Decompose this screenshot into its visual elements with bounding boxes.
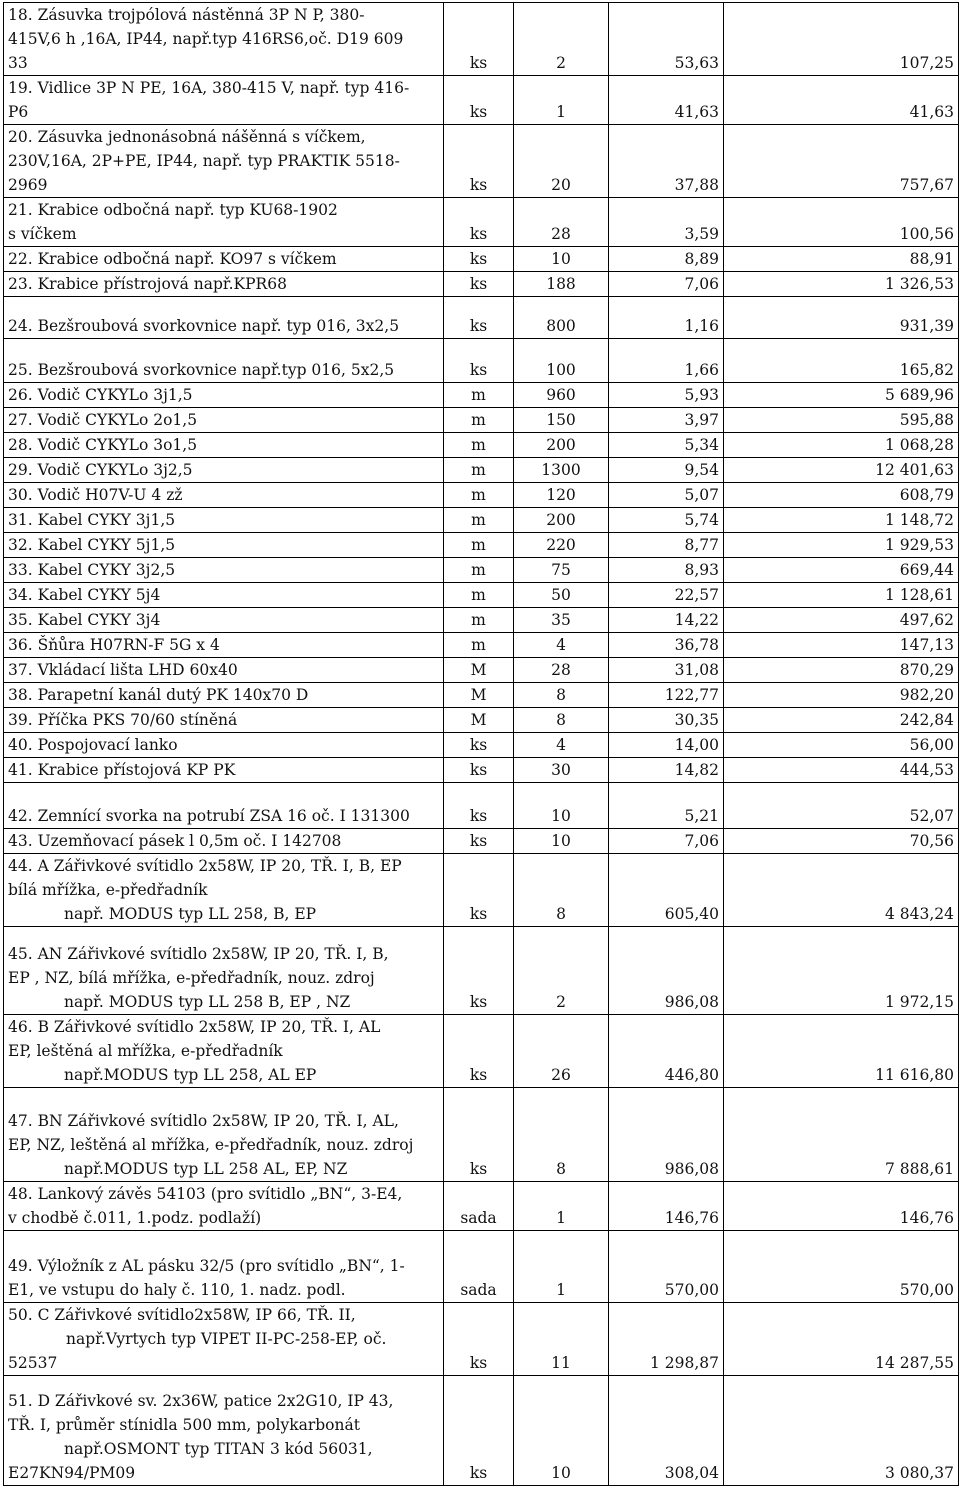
item-unit: ks bbox=[444, 927, 514, 1015]
item-unit-price: 1,66 bbox=[609, 339, 724, 383]
description-line: v chodbě č.011, 1.podz. podlaží) bbox=[8, 1209, 262, 1227]
item-quantity: 200 bbox=[514, 433, 609, 458]
item-unit: M bbox=[444, 708, 514, 733]
item-quantity: 1 bbox=[514, 1231, 609, 1303]
description-line: 29. Vodič CYKYLo 3j2,5 bbox=[8, 461, 193, 479]
item-unit-price: 31,08 bbox=[609, 658, 724, 683]
item-quantity: 10 bbox=[514, 829, 609, 854]
item-total: 100,56 bbox=[724, 198, 959, 247]
table-row bbox=[4, 1376, 959, 1486]
item-unit-price: 14,82 bbox=[609, 758, 724, 783]
item-description bbox=[4, 683, 444, 708]
item-unit-price: 3,97 bbox=[609, 408, 724, 433]
description-line: 24. Bezšroubová svorkovnice např. typ 016, 3x2,5 bbox=[8, 317, 400, 335]
price-table bbox=[3, 2, 959, 1486]
description-line: 230V,16A, 2P+PE, IP44, např. typ PRAKTIK 5518- bbox=[8, 152, 400, 170]
item-total: 982,20 bbox=[724, 683, 959, 708]
item-quantity: 10 bbox=[514, 1376, 609, 1486]
item-description bbox=[4, 1088, 444, 1182]
description-line: 21. Krabice odbočná např. typ KU68-1902 bbox=[8, 201, 338, 219]
item-quantity: 1 bbox=[514, 1182, 609, 1231]
item-unit: ks bbox=[444, 247, 514, 272]
item-total: 497,62 bbox=[724, 608, 959, 633]
item-unit: ks bbox=[444, 272, 514, 297]
item-description bbox=[4, 854, 444, 927]
item-unit: ks bbox=[444, 783, 514, 829]
description-line: 2969 bbox=[8, 176, 48, 194]
item-quantity: 28 bbox=[514, 198, 609, 247]
item-unit-price: 14,22 bbox=[609, 608, 724, 633]
table-row bbox=[4, 927, 959, 1015]
item-quantity: 20 bbox=[514, 125, 609, 198]
item-description bbox=[4, 408, 444, 433]
item-unit: m bbox=[444, 558, 514, 583]
item-unit: M bbox=[444, 683, 514, 708]
table-row bbox=[4, 683, 959, 708]
item-unit-price: 570,00 bbox=[609, 1231, 724, 1303]
description-line: 32. Kabel CYKY 5j1,5 bbox=[8, 536, 176, 554]
description-line: 25. Bezšroubová svorkovnice např.typ 016, 5x2,5 bbox=[8, 361, 395, 379]
table-row bbox=[4, 1303, 959, 1376]
table-row bbox=[4, 533, 959, 558]
item-description bbox=[4, 1182, 444, 1231]
item-unit: ks bbox=[444, 758, 514, 783]
item-quantity: 220 bbox=[514, 533, 609, 558]
item-description bbox=[4, 733, 444, 758]
item-quantity: 2 bbox=[514, 3, 609, 76]
table-row bbox=[4, 125, 959, 198]
table-row bbox=[4, 708, 959, 733]
item-description bbox=[4, 783, 444, 829]
item-total: 931,39 bbox=[724, 297, 959, 339]
item-total: 147,13 bbox=[724, 633, 959, 658]
item-quantity: 4 bbox=[514, 633, 609, 658]
item-unit-price: 36,78 bbox=[609, 633, 724, 658]
description-line: 43. Uzemňovací pásek l 0,5m oč. I 142708 bbox=[8, 832, 342, 850]
item-quantity: 75 bbox=[514, 558, 609, 583]
item-description bbox=[4, 3, 444, 76]
table-row bbox=[4, 247, 959, 272]
item-unit-price: 5,34 bbox=[609, 433, 724, 458]
item-total: 608,79 bbox=[724, 483, 959, 508]
item-quantity: 2 bbox=[514, 927, 609, 1015]
item-description bbox=[4, 1303, 444, 1376]
item-unit-price: 41,63 bbox=[609, 76, 724, 125]
description-line: 30. Vodič H07V-U 4 zž bbox=[8, 486, 183, 504]
item-total: 242,84 bbox=[724, 708, 959, 733]
item-total: 165,82 bbox=[724, 339, 959, 383]
item-description bbox=[4, 1015, 444, 1088]
item-quantity: 4 bbox=[514, 733, 609, 758]
table-row bbox=[4, 76, 959, 125]
item-unit: ks bbox=[444, 76, 514, 125]
item-unit-price: 1,16 bbox=[609, 297, 724, 339]
description-line: 37. Vkládací lišta LHD 60x40 bbox=[8, 661, 238, 679]
item-total: 1 972,15 bbox=[724, 927, 959, 1015]
table-row bbox=[4, 658, 959, 683]
item-unit: ks bbox=[444, 1376, 514, 1486]
description-line: 50. C Zářivkové svítidlo2x58W, IP 66, TŘ. II, bbox=[8, 1306, 356, 1324]
item-total: 14 287,55 bbox=[724, 1303, 959, 1376]
item-description bbox=[4, 633, 444, 658]
item-unit: ks bbox=[444, 1303, 514, 1376]
description-line: TŘ. I, průměr stínidla 500 mm, polykarbonát bbox=[8, 1416, 360, 1434]
item-total: 5 689,96 bbox=[724, 383, 959, 408]
description-line: 31. Kabel CYKY 3j1,5 bbox=[8, 511, 176, 529]
item-total: 11 616,80 bbox=[724, 1015, 959, 1088]
description-line: např.MODUS typ LL 258, AL EP bbox=[64, 1066, 317, 1084]
item-unit: m bbox=[444, 533, 514, 558]
item-unit: ks bbox=[444, 1088, 514, 1182]
description-line: 27. Vodič CYKYLo 2o1,5 bbox=[8, 411, 198, 429]
item-unit-price: 446,80 bbox=[609, 1015, 724, 1088]
description-line: s víčkem bbox=[8, 225, 77, 243]
item-unit-price: 122,77 bbox=[609, 683, 724, 708]
description-line: např. MODUS typ LL 258 B, EP , NZ bbox=[64, 993, 351, 1011]
item-unit-price: 22,57 bbox=[609, 583, 724, 608]
description-line: 33 bbox=[8, 54, 28, 72]
item-unit-price: 5,21 bbox=[609, 783, 724, 829]
item-unit: M bbox=[444, 658, 514, 683]
item-total: 757,67 bbox=[724, 125, 959, 198]
item-unit-price: 5,74 bbox=[609, 508, 724, 533]
item-unit: ks bbox=[444, 125, 514, 198]
table-row bbox=[4, 633, 959, 658]
item-unit-price: 7,06 bbox=[609, 829, 724, 854]
item-total: 1 929,53 bbox=[724, 533, 959, 558]
table-row bbox=[4, 758, 959, 783]
item-total: 570,00 bbox=[724, 1231, 959, 1303]
item-total: 70,56 bbox=[724, 829, 959, 854]
item-unit-price: 308,04 bbox=[609, 1376, 724, 1486]
item-description bbox=[4, 458, 444, 483]
table-row bbox=[4, 433, 959, 458]
item-total: 146,76 bbox=[724, 1182, 959, 1231]
item-description bbox=[4, 76, 444, 125]
description-line: 19. Vidlice 3P N PE, 16A, 380-415 V, např. typ 416- bbox=[8, 79, 410, 97]
table-row bbox=[4, 1088, 959, 1182]
item-unit-price: 5,07 bbox=[609, 483, 724, 508]
item-quantity: 50 bbox=[514, 583, 609, 608]
item-description bbox=[4, 339, 444, 383]
item-total: 107,25 bbox=[724, 3, 959, 76]
item-unit: m bbox=[444, 458, 514, 483]
item-unit: m bbox=[444, 508, 514, 533]
description-line: např.OSMONT typ TITAN 3 kód 56031, bbox=[64, 1440, 373, 1458]
description-line: 48. Lankový závěs 54103 (pro svítidlo „BN“, 3-E4, bbox=[8, 1185, 403, 1203]
item-quantity: 10 bbox=[514, 783, 609, 829]
item-unit: ks bbox=[444, 339, 514, 383]
description-line: 33. Kabel CYKY 3j2,5 bbox=[8, 561, 176, 579]
item-total: 1 068,28 bbox=[724, 433, 959, 458]
description-line: 41. Krabice přístojová KP PK bbox=[8, 761, 236, 779]
item-description bbox=[4, 829, 444, 854]
item-unit-price: 986,08 bbox=[609, 1088, 724, 1182]
item-quantity: 1300 bbox=[514, 458, 609, 483]
table-row bbox=[4, 3, 959, 76]
item-unit-price: 9,54 bbox=[609, 458, 724, 483]
item-unit-price: 7,06 bbox=[609, 272, 724, 297]
item-unit-price: 30,35 bbox=[609, 708, 724, 733]
item-unit-price: 8,89 bbox=[609, 247, 724, 272]
item-description bbox=[4, 583, 444, 608]
description-line: 40. Pospojovací lanko bbox=[8, 736, 178, 754]
description-line: 20. Zásuvka jednonásobná nášěnná s víčkem, bbox=[8, 128, 366, 146]
item-quantity: 30 bbox=[514, 758, 609, 783]
item-description bbox=[4, 533, 444, 558]
item-quantity: 100 bbox=[514, 339, 609, 383]
item-unit-price: 986,08 bbox=[609, 927, 724, 1015]
item-total: 595,88 bbox=[724, 408, 959, 433]
item-quantity: 11 bbox=[514, 1303, 609, 1376]
item-quantity: 35 bbox=[514, 608, 609, 633]
table-row bbox=[4, 733, 959, 758]
item-quantity: 960 bbox=[514, 383, 609, 408]
description-line: 36. Šňůra H07RN-F 5G x 4 bbox=[8, 636, 220, 654]
item-description bbox=[4, 1376, 444, 1486]
description-line: EP , NZ, bílá mřížka, e-předřadník, nouz. zdroj bbox=[8, 969, 375, 987]
item-quantity: 8 bbox=[514, 708, 609, 733]
table-row bbox=[4, 383, 959, 408]
table-row bbox=[4, 1231, 959, 1303]
item-description bbox=[4, 1231, 444, 1303]
item-description bbox=[4, 558, 444, 583]
item-description bbox=[4, 608, 444, 633]
item-quantity: 188 bbox=[514, 272, 609, 297]
description-line: 34. Kabel CYKY 5j4 bbox=[8, 586, 161, 604]
description-line: EP, NZ, leštěná al mřížka, e-předřadník, nouz. zdroj bbox=[8, 1136, 414, 1154]
description-line: 52537 bbox=[8, 1354, 58, 1372]
item-unit: sada bbox=[444, 1231, 514, 1303]
item-unit-price: 146,76 bbox=[609, 1182, 724, 1231]
description-line: např. MODUS typ LL 258, B, EP bbox=[64, 905, 317, 923]
item-description bbox=[4, 247, 444, 272]
description-line: 35. Kabel CYKY 3j4 bbox=[8, 611, 161, 629]
item-quantity: 26 bbox=[514, 1015, 609, 1088]
description-line: např.MODUS typ LL 258 AL, EP, NZ bbox=[64, 1160, 348, 1178]
item-total: 4 843,24 bbox=[724, 854, 959, 927]
table-row bbox=[4, 297, 959, 339]
description-line: 26. Vodič CYKYLo 3j1,5 bbox=[8, 386, 193, 404]
description-line: 38. Parapetní kanál dutý PK 140x70 D bbox=[8, 686, 309, 704]
description-line: 415V,6 h ,16A, IP44, např.typ 416RS6,oč. D19 609 bbox=[8, 30, 404, 48]
description-line: EP, leštěná al mřížka, e-předřadník bbox=[8, 1042, 283, 1060]
table-row bbox=[4, 272, 959, 297]
item-total: 3 080,37 bbox=[724, 1376, 959, 1486]
item-quantity: 28 bbox=[514, 658, 609, 683]
item-total: 7 888,61 bbox=[724, 1088, 959, 1182]
table-row bbox=[4, 783, 959, 829]
item-description bbox=[4, 198, 444, 247]
item-description bbox=[4, 483, 444, 508]
table-row bbox=[4, 408, 959, 433]
description-line: 47. BN Zářivkové svítidlo 2x58W, IP 20, TŘ. I, AL, bbox=[8, 1112, 399, 1130]
item-unit-price: 37,88 bbox=[609, 125, 724, 198]
item-description bbox=[4, 272, 444, 297]
item-unit-price: 14,00 bbox=[609, 733, 724, 758]
item-total: 41,63 bbox=[724, 76, 959, 125]
item-unit: m bbox=[444, 483, 514, 508]
item-unit: ks bbox=[444, 733, 514, 758]
item-unit-price: 3,59 bbox=[609, 198, 724, 247]
item-total: 1 326,53 bbox=[724, 272, 959, 297]
item-quantity: 120 bbox=[514, 483, 609, 508]
item-description bbox=[4, 927, 444, 1015]
item-unit: m bbox=[444, 633, 514, 658]
item-unit: m bbox=[444, 433, 514, 458]
item-description bbox=[4, 658, 444, 683]
item-quantity: 200 bbox=[514, 508, 609, 533]
item-quantity: 8 bbox=[514, 683, 609, 708]
item-total: 12 401,63 bbox=[724, 458, 959, 483]
item-unit: m bbox=[444, 408, 514, 433]
table-row bbox=[4, 508, 959, 533]
item-description bbox=[4, 433, 444, 458]
item-unit: ks bbox=[444, 1015, 514, 1088]
item-unit: m bbox=[444, 608, 514, 633]
item-total: 870,29 bbox=[724, 658, 959, 683]
description-line: 22. Krabice odbočná např. KO97 s víčkem bbox=[8, 250, 337, 268]
item-total: 1 128,61 bbox=[724, 583, 959, 608]
item-quantity: 10 bbox=[514, 247, 609, 272]
description-line: 23. Krabice přístrojová např.KPR68 bbox=[8, 275, 287, 293]
table-row bbox=[4, 198, 959, 247]
description-line: 46. B Zářivkové svítidlo 2x58W, IP 20, TŘ. I, AL bbox=[8, 1018, 381, 1036]
table-row bbox=[4, 458, 959, 483]
table-row bbox=[4, 483, 959, 508]
item-unit: m bbox=[444, 583, 514, 608]
description-line: 51. D Zářivkové sv. 2x36W, patice 2x2G10, IP 43, bbox=[8, 1392, 394, 1410]
item-unit: m bbox=[444, 383, 514, 408]
item-quantity: 1 bbox=[514, 76, 609, 125]
description-line: 18. Zásuvka trojpólová nástěnná 3P N P, 380- bbox=[8, 6, 365, 24]
item-unit: sada bbox=[444, 1182, 514, 1231]
description-line: 39. Příčka PKS 70/60 stíněná bbox=[8, 711, 238, 729]
item-description bbox=[4, 383, 444, 408]
item-unit: ks bbox=[444, 829, 514, 854]
item-quantity: 8 bbox=[514, 854, 609, 927]
table-row bbox=[4, 829, 959, 854]
item-unit-price: 53,63 bbox=[609, 3, 724, 76]
description-line: E27KN94/PM09 bbox=[8, 1464, 136, 1482]
item-unit-price: 5,93 bbox=[609, 383, 724, 408]
item-total: 444,53 bbox=[724, 758, 959, 783]
item-description bbox=[4, 508, 444, 533]
description-line: P6 bbox=[8, 103, 29, 121]
description-line: např.Vyrtych typ VIPET II-PC-258-EP, oč. bbox=[66, 1330, 387, 1348]
item-unit-price: 8,77 bbox=[609, 533, 724, 558]
table-row bbox=[4, 583, 959, 608]
table-row bbox=[4, 1182, 959, 1231]
description-line: bílá mřížka, e-předřadník bbox=[8, 881, 208, 899]
table-row bbox=[4, 339, 959, 383]
item-description bbox=[4, 297, 444, 339]
item-total: 1 148,72 bbox=[724, 508, 959, 533]
item-description bbox=[4, 125, 444, 198]
item-description bbox=[4, 708, 444, 733]
table-row bbox=[4, 558, 959, 583]
description-line: 28. Vodič CYKYLo 3o1,5 bbox=[8, 436, 198, 454]
item-total: 52,07 bbox=[724, 783, 959, 829]
description-line: 44. A Zářivkové svítidlo 2x58W, IP 20, TŘ. I, B, EP bbox=[8, 857, 402, 875]
item-unit: ks bbox=[444, 854, 514, 927]
item-quantity: 8 bbox=[514, 1088, 609, 1182]
item-quantity: 800 bbox=[514, 297, 609, 339]
item-quantity: 150 bbox=[514, 408, 609, 433]
description-line: E1, ve vstupu do haly č. 110, 1. nadz. podl. bbox=[8, 1281, 346, 1299]
table-row bbox=[4, 608, 959, 633]
description-line: 45. AN Zářivkové svítidlo 2x58W, IP 20, TŘ. I, B, bbox=[8, 945, 389, 963]
item-unit: ks bbox=[444, 198, 514, 247]
description-line: 42. Zemnící svorka na potrubí ZSA 16 oč. I 131300 bbox=[8, 807, 410, 825]
item-unit-price: 1 298,87 bbox=[609, 1303, 724, 1376]
item-total: 669,44 bbox=[724, 558, 959, 583]
item-unit-price: 605,40 bbox=[609, 854, 724, 927]
item-unit-price: 8,93 bbox=[609, 558, 724, 583]
price-table-body bbox=[4, 3, 959, 1486]
item-description bbox=[4, 758, 444, 783]
item-unit: ks bbox=[444, 297, 514, 339]
table-row bbox=[4, 1015, 959, 1088]
item-total: 88,91 bbox=[724, 247, 959, 272]
table-row bbox=[4, 854, 959, 927]
description-line: 49. Výložník z AL pásku 32/5 (pro svítidlo „BN“, 1- bbox=[8, 1257, 405, 1275]
item-total: 56,00 bbox=[724, 733, 959, 758]
item-unit: ks bbox=[444, 3, 514, 76]
